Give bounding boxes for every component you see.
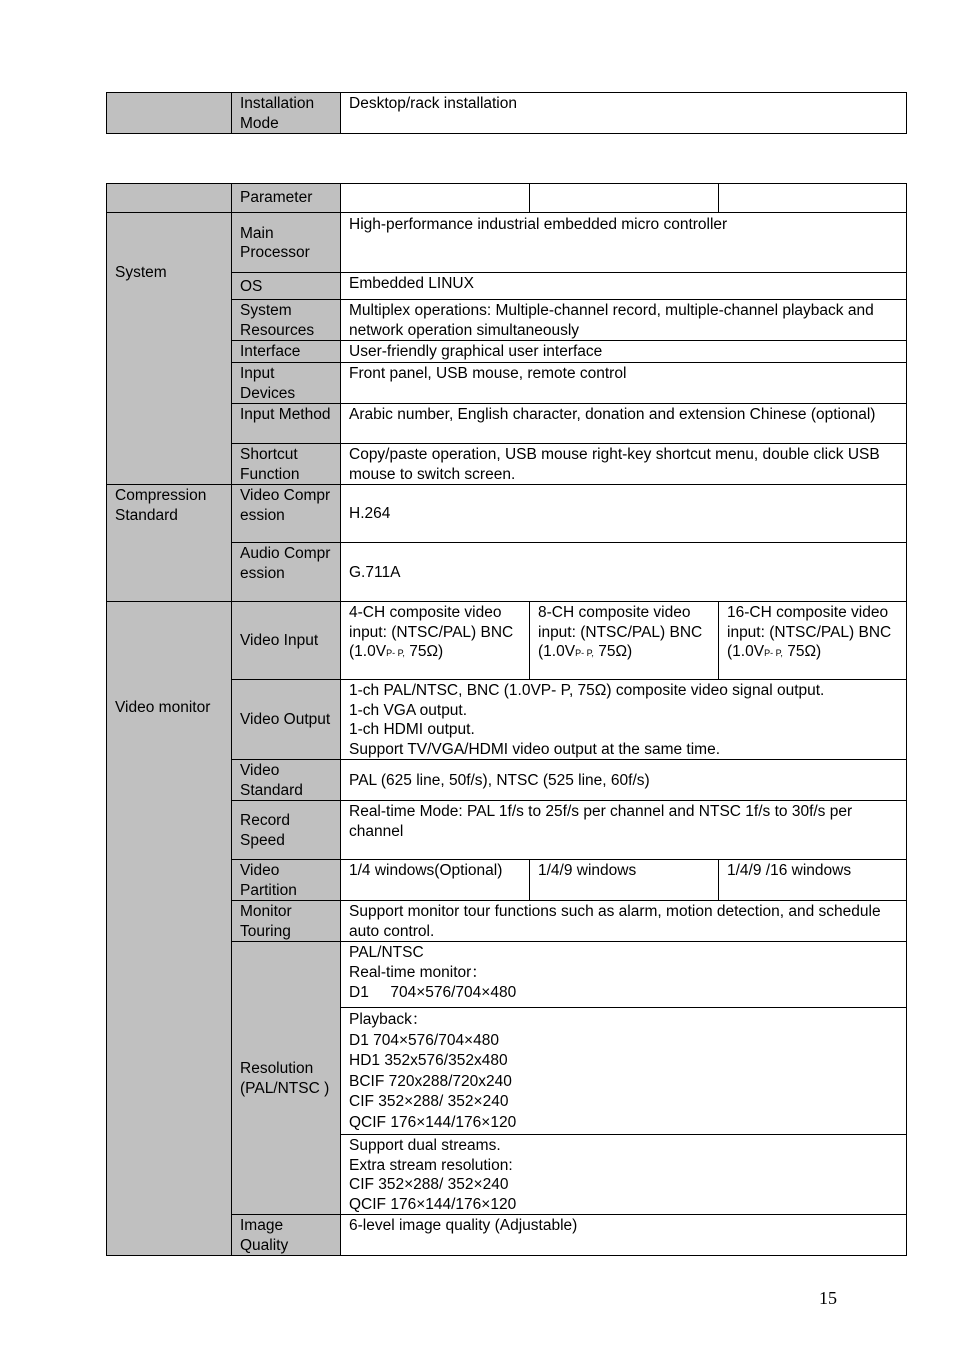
video-input-label: Video Input: [232, 602, 341, 680]
resolution-playback-line: HD1 352x576/352x480: [349, 1052, 508, 1069]
monitor-touring-label: Monitor Touring: [232, 901, 341, 942]
image-quality-label: Image Quality: [232, 1215, 341, 1256]
header-blank-col2: [530, 184, 719, 213]
os-label: OS: [232, 273, 341, 300]
page-number: 15: [819, 1288, 837, 1308]
video-input-16ch: [719, 602, 907, 680]
video-input-8ch-sub: P- P,: [575, 648, 594, 658]
resolution-dual-line: Support dual streams.: [349, 1137, 501, 1154]
resolution-dual-line: Extra stream resolution:: [349, 1156, 513, 1174]
header-blank-col1: [341, 184, 530, 213]
video-input-16ch-ohm: 75Ω): [782, 643, 822, 660]
video-partition-label: Video Partition: [232, 860, 341, 901]
installation-table: [106, 92, 907, 134]
video-compression-value: H.264: [341, 485, 907, 543]
resolution-playback-line: CIF 352×288/ 352×240: [349, 1093, 509, 1110]
category-compression: Compression Standard: [107, 485, 232, 602]
header-parameter: Parameter: [232, 184, 341, 213]
interface-label: Interface: [232, 341, 341, 363]
video-partition-16ch: 1/4/9 /16 windows: [719, 860, 907, 901]
resolution-monitor-line: D1 704×576/704×480: [349, 984, 517, 1001]
system-resources-label: System Resources: [232, 300, 341, 341]
shortcut-function-label: Shortcut Function: [232, 444, 341, 485]
video-partition-4ch: 1/4 windows(Optional): [341, 860, 530, 901]
monitor-touring-value: Support monitor tour functions such as alarm, motion detection, and schedule auto control.: [341, 901, 907, 942]
record-speed-value: Real-time Mode: PAL 1f/s to 25f/s per channel and NTSC 1f/s to 30f/s per channel: [341, 801, 907, 860]
installation-mode-value: Desktop/rack installation: [341, 93, 907, 134]
resolution-label: Resolution (PAL/NTSC ): [232, 942, 341, 1215]
video-input-4ch: [341, 602, 530, 680]
video-output-line: 1-ch VGA output.: [349, 701, 468, 719]
video-input-8ch-ohm: 75Ω): [593, 643, 633, 660]
resolution-monitor-line: Real-time monitor：: [349, 964, 487, 981]
main-processor-value: High-performance industrial embedded micro controller: [341, 213, 907, 273]
audio-compression-label: Audio Compression: [232, 543, 341, 602]
input-method-value: Arabic number, English character, donation and extension Chinese (optional): [341, 404, 907, 444]
installation-mode-label: Installation Mode: [232, 93, 341, 134]
os-value: Embedded LINUX: [341, 273, 907, 300]
record-speed-label: Record Speed: [232, 801, 341, 860]
video-input-8ch: [530, 602, 719, 680]
video-standard-label: Video Standard: [232, 760, 341, 801]
input-method-label: Input Method: [232, 404, 341, 444]
resolution-playback-line: D1 704×576/704×480: [349, 1031, 499, 1049]
resolution-dual-line: CIF 352×288/ 352×240: [349, 1176, 509, 1193]
input-devices-label: Input Devices: [232, 363, 341, 404]
video-input-4ch-sub: P- P,: [386, 648, 405, 658]
video-partition-8ch: 1/4/9 windows: [530, 860, 719, 901]
input-devices-value: Front panel, USB mouse, remote control: [341, 363, 907, 404]
video-compression-label: Video Compression: [232, 485, 341, 543]
resolution-playback: [341, 1008, 907, 1135]
blank-category-cell: [107, 93, 232, 134]
image-quality-value: 6-level image quality (Adjustable): [341, 1215, 907, 1256]
interface-value: User-friendly graphical user interface: [341, 341, 907, 363]
header-blank-cell: [107, 184, 232, 213]
video-input-4ch-text: 4-CH composite video input: (NTSC/PAL) BNC (1.0V: [349, 604, 514, 660]
category-video-monitor-label: Video monitor: [115, 699, 211, 716]
shortcut-function-value: Copy/paste operation, USB mouse right-key shortcut menu, double click USB mouse to switch screen.: [341, 444, 907, 485]
video-output-line: 1-ch HDMI output.: [349, 721, 475, 738]
resolution-dual-streams: [341, 1135, 907, 1215]
video-input-16ch-text: 16-CH composite video input: (NTSC/PAL) BNC (1.0V: [727, 604, 892, 660]
resolution-dual-line: QCIF 176×144/176×120: [349, 1195, 517, 1213]
video-output-label: Video Output: [232, 680, 341, 760]
video-input-4ch-ohm: 75Ω): [404, 643, 444, 660]
main-processor-label: Main Processor: [232, 213, 341, 273]
video-input-16ch-sub: P- P,: [764, 648, 783, 658]
category-video-monitor: [107, 602, 232, 1256]
resolution-monitor-line: PAL/NTSC: [349, 944, 424, 961]
video-output-line: Support TV/VGA/HDMI video output at the same time.: [349, 740, 721, 758]
resolution-playback-line: Playback：: [349, 1011, 428, 1028]
resolution-playback-line: BCIF 720x288/720x240: [349, 1072, 512, 1090]
system-resources-value: Multiplex operations: Multiple-channel record, multiple-channel playback and network operation simultaneously: [341, 300, 907, 341]
resolution-playback-line: QCIF 176×144/176×120: [349, 1113, 517, 1131]
video-output-line: 1-ch PAL/NTSC, BNC (1.0VP- P, 75Ω) composite video signal output.: [349, 682, 825, 699]
category-system: System: [107, 213, 232, 485]
header-blank-col3: [719, 184, 907, 213]
spec-table: [106, 183, 907, 1256]
video-output-value: [341, 680, 907, 760]
video-standard-value: PAL (625 line, 50f/s), NTSC (525 line, 60f/s): [341, 760, 907, 801]
audio-compression-value: G.711A: [341, 543, 907, 602]
resolution-monitor: [341, 942, 907, 1008]
video-input-8ch-text: 8-CH composite video input: (NTSC/PAL) BNC (1.0V: [538, 604, 703, 660]
